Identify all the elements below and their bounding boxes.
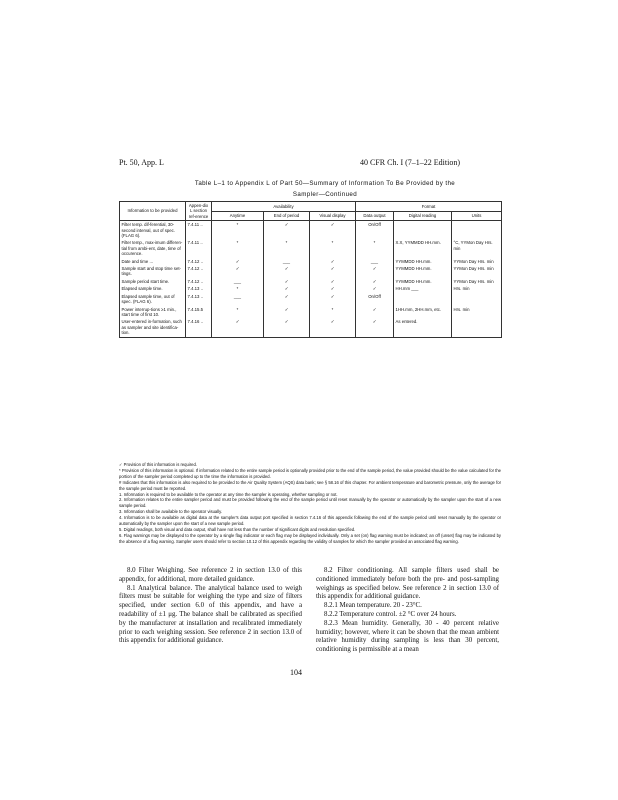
- cell-digital: X.X, YYMMDD HH.mm.: [394, 239, 452, 257]
- cell-output: ✓: [356, 265, 394, 278]
- cell-ref: 7.4.11 ..: [186, 239, 212, 257]
- cell-end-period: ✓: [264, 318, 310, 337]
- cell-anytime: ✓: [212, 318, 264, 337]
- cell-output: On/Off: [356, 293, 394, 306]
- cell-units: YYMon Day Hrs. min: [452, 258, 502, 265]
- body-column-right: [316, 567, 499, 655]
- cell-output: ✓: [356, 278, 394, 285]
- footnote: 4. Information is to be available as digital data at the sampler's data output port specified in section 7.4.16 of this appendix following the end of the sample period until reset manually by the operator or automatically by the sampler upon the start of a new sample period.: [119, 515, 501, 527]
- table-title-continued: Sampler—Continued: [292, 191, 358, 198]
- cell-units: YYMon Day Hrs. min: [452, 265, 502, 278]
- cell-ref: 7.4.12 ..: [186, 278, 212, 285]
- paragraph-filter-conditioning: 8.2 Filter conditioning. All sample filters used shall be conditioned immediately before both the pre- and post-sampling weighings as specified below. See reference 2 in section 13.0 of this appendix for additional guidance.: [316, 567, 499, 601]
- cell-digital: YYMMDD HH.mm.: [394, 258, 452, 265]
- table-row: [120, 265, 502, 278]
- cell-info: Power interrup-tions ≥1 min., start time of first 10.: [120, 306, 186, 319]
- col-header-anytime: Anytime: [212, 211, 264, 221]
- footnote: 3. Information shall be available to the operator visually.: [119, 509, 223, 515]
- cell-digital: YYMMDD HH.mm.: [394, 265, 452, 278]
- cell-ref: 7.4.16 ..: [186, 318, 212, 337]
- cell-info: Elapsed sample time, out of spec. (FLAG 6).: [120, 293, 186, 306]
- group-header-format: Format: [356, 202, 502, 212]
- paragraph-analytical-balance: 8.1 Analytical balance. The analytical balance used to weigh filters must be suitable for weighing the type and size of filters specified, under section 6.0 of this appendix, and have a readability of ±1 μg. The balance shall be calibrated as specified by the manufacturer at installation and recalibrated immediately prior to each weighing session. See reference 2 in section 13.0 of this appendix for additional guidance.: [119, 584, 302, 645]
- cell-anytime: *: [212, 239, 264, 257]
- group-header-availability: Availability: [212, 202, 356, 212]
- paragraph-mean-temperature: 8.2.1 Mean temperature. 20 - 23°C.: [324, 602, 422, 610]
- cell-ref: 7.4.11 ..: [186, 221, 212, 240]
- cell-visual: ✓: [310, 318, 356, 337]
- col-header-information: Information to be provided: [120, 202, 186, 221]
- footnote: ✓ Provision of this information is required.: [119, 462, 197, 467]
- footnote: 5. Digital readings, both visual and data output, shall have not less than the number of significant digits and resolution specified.: [119, 526, 356, 532]
- cell-ref: 7.4.12 ..: [186, 265, 212, 278]
- table-row: [120, 293, 502, 306]
- cell-digital: As entered.: [394, 318, 452, 337]
- col-header-end-of-period: End of period: [264, 211, 310, 221]
- paragraph-filter-weighing: 8.0 Filter Weighing. See reference 2 in section 13.0 of this appendix, for additional, more detailed guidance.: [119, 567, 302, 583]
- cell-units: YYMon Day Hrs. min: [452, 278, 502, 285]
- cell-info: Elapsed sample time.: [120, 285, 186, 292]
- cell-digital: HH.mm ___: [394, 285, 452, 292]
- table-row: [120, 278, 502, 285]
- cell-output: ✓: [356, 306, 394, 319]
- footnote: 2. Information relates to the entire sampler period and must be provided following the end of the sample period until reset manually by the operator or automatically by the sampler upon the start of a new sample period.: [119, 497, 501, 509]
- cell-ref: 7.4.12 ..: [186, 258, 212, 265]
- cell-visual: *: [310, 306, 356, 319]
- cell-visual: ✓: [310, 221, 356, 240]
- cell-end-period: ✓: [264, 293, 310, 306]
- table-row: [120, 318, 502, 337]
- cell-output: On/Off: [356, 221, 394, 240]
- summary-table: [119, 201, 502, 338]
- table-row: [120, 306, 502, 319]
- col-header-digital-reading: Digital reading: [394, 211, 452, 221]
- cell-anytime: ✓: [212, 265, 264, 278]
- cell-digital: YYMMDD HH.mm.: [394, 278, 452, 285]
- cell-visual: ✓: [310, 278, 356, 285]
- cell-visual: ✓: [310, 258, 356, 265]
- cell-digital: [394, 293, 452, 306]
- cell-info: User-entered in-formation, such as sampler and site identifica-tion.: [120, 318, 186, 337]
- cell-output: *: [356, 239, 394, 257]
- footnote: * Provision of this information is optional. If information related to the entire sample period is optionally provided prior to the end of the sample period, the value provided should be the value calculated for the portion of the sampler period completed up to the time the information is provided.: [119, 467, 501, 479]
- cell-end-period: ✓: [264, 278, 310, 285]
- col-header-appendix-reference: Appen-dix L section ref-erence: [186, 202, 212, 221]
- cell-visual: ✓: [310, 293, 356, 306]
- cell-end-period: ✓: [264, 221, 310, 240]
- body-column-left: [119, 567, 302, 646]
- cell-ref: 7.4.13 ..: [186, 285, 212, 292]
- table-title: Table L–1 to Appendix L of Part 50—Summary of Information To Be Provided by the: [194, 180, 456, 187]
- table-row: [120, 258, 502, 265]
- cell-units: °C, YYMon Day Hrs. min: [452, 239, 502, 257]
- col-header-units: Units: [452, 211, 502, 221]
- cell-info: Sample start and stop time set-tings.: [120, 265, 186, 278]
- cell-anytime: ___: [212, 278, 264, 285]
- page-number: 104: [290, 668, 302, 677]
- cell-anytime: *: [212, 306, 264, 319]
- paragraph-temperature-control: 8.2.2 Temperature control. ±2 °C over 24 hours.: [324, 610, 457, 618]
- cell-info: Date and time ...: [120, 258, 186, 265]
- cell-units: [452, 318, 502, 337]
- table-row: [120, 285, 502, 292]
- cell-end-period: ✓: [264, 265, 310, 278]
- footnote: 1. Information is required to be available to the operator at any time the sampler is operating, whether sampling or not.: [119, 491, 338, 497]
- col-header-visual-display: Visual display: [310, 211, 356, 221]
- cell-output: ✓: [356, 318, 394, 337]
- cell-digital: [394, 221, 452, 240]
- cell-ref: 7.4.15.5: [186, 306, 212, 319]
- paragraph-mean-humidity: 8.2.3 Mean humidity. Generally, 30 - 40 percent relative humidity; however, where it can be shown that the mean ambient relative humidity during sampling is less than 30 percent, conditioning is permissible at a mean: [316, 619, 499, 654]
- cell-end-period: ✓: [264, 285, 310, 292]
- cell-output: ___: [356, 258, 394, 265]
- cell-anytime: *: [212, 285, 264, 292]
- running-header-left: Pt. 50, App. L: [119, 158, 164, 167]
- cell-end-period: ___: [264, 258, 310, 265]
- col-header-data-output: Data output: [356, 211, 394, 221]
- cell-anytime: ✓: [212, 258, 264, 265]
- footnote: # Indicates that this information is also required to be provided to the Air Quality System (AQS) data bank; see § 58.16 of this chapter. For ambient temperature and barometric pressure, only the average for the sample period must be reported.: [119, 479, 501, 491]
- cell-end-period: *: [264, 239, 310, 257]
- cell-units: [452, 221, 502, 240]
- cell-info: Filter temp., max-imum differen-tial from ambi-ent, date, time of occurence.: [120, 239, 186, 257]
- cell-visual: ✓: [310, 285, 356, 292]
- cell-visual: *: [310, 239, 356, 257]
- footnote: 6. Flag warnings may be displayed to the operator by a single flag indicator or each flag may be displayed individually. Only a set (on) flag warning must be indicated; an off (unset) flag may be indicated by the absence of a flag warning. Sampler users should refer to section 10.12 of this appendix regarding the validity of samples for which the sampler provided an associated flag warning.: [119, 532, 501, 544]
- cell-anytime: *: [212, 221, 264, 240]
- table-row: [120, 239, 502, 257]
- table-row: [120, 221, 502, 240]
- cell-units: [452, 293, 502, 306]
- cell-units: Hrs. min: [452, 285, 502, 292]
- running-header-right: 40 CFR Ch. I (7–1–22 Edition): [360, 158, 461, 167]
- cell-end-period: ✓: [264, 306, 310, 319]
- cell-anytime: ___: [212, 293, 264, 306]
- cell-ref: 7.4.13 ..: [186, 293, 212, 306]
- cell-visual: ✓: [310, 265, 356, 278]
- cell-digital: 1HH.mm, 2HH.mm, etc.: [394, 306, 452, 319]
- cell-units: Hrs. min: [452, 306, 502, 319]
- cell-output: ✓: [356, 285, 394, 292]
- cell-info: Filter temp. dif-ferential, 30-second interval, out of spec. (FLAG 6).: [120, 221, 186, 240]
- cell-info: Sample period start time.: [120, 278, 186, 285]
- table-footnotes: [119, 462, 501, 545]
